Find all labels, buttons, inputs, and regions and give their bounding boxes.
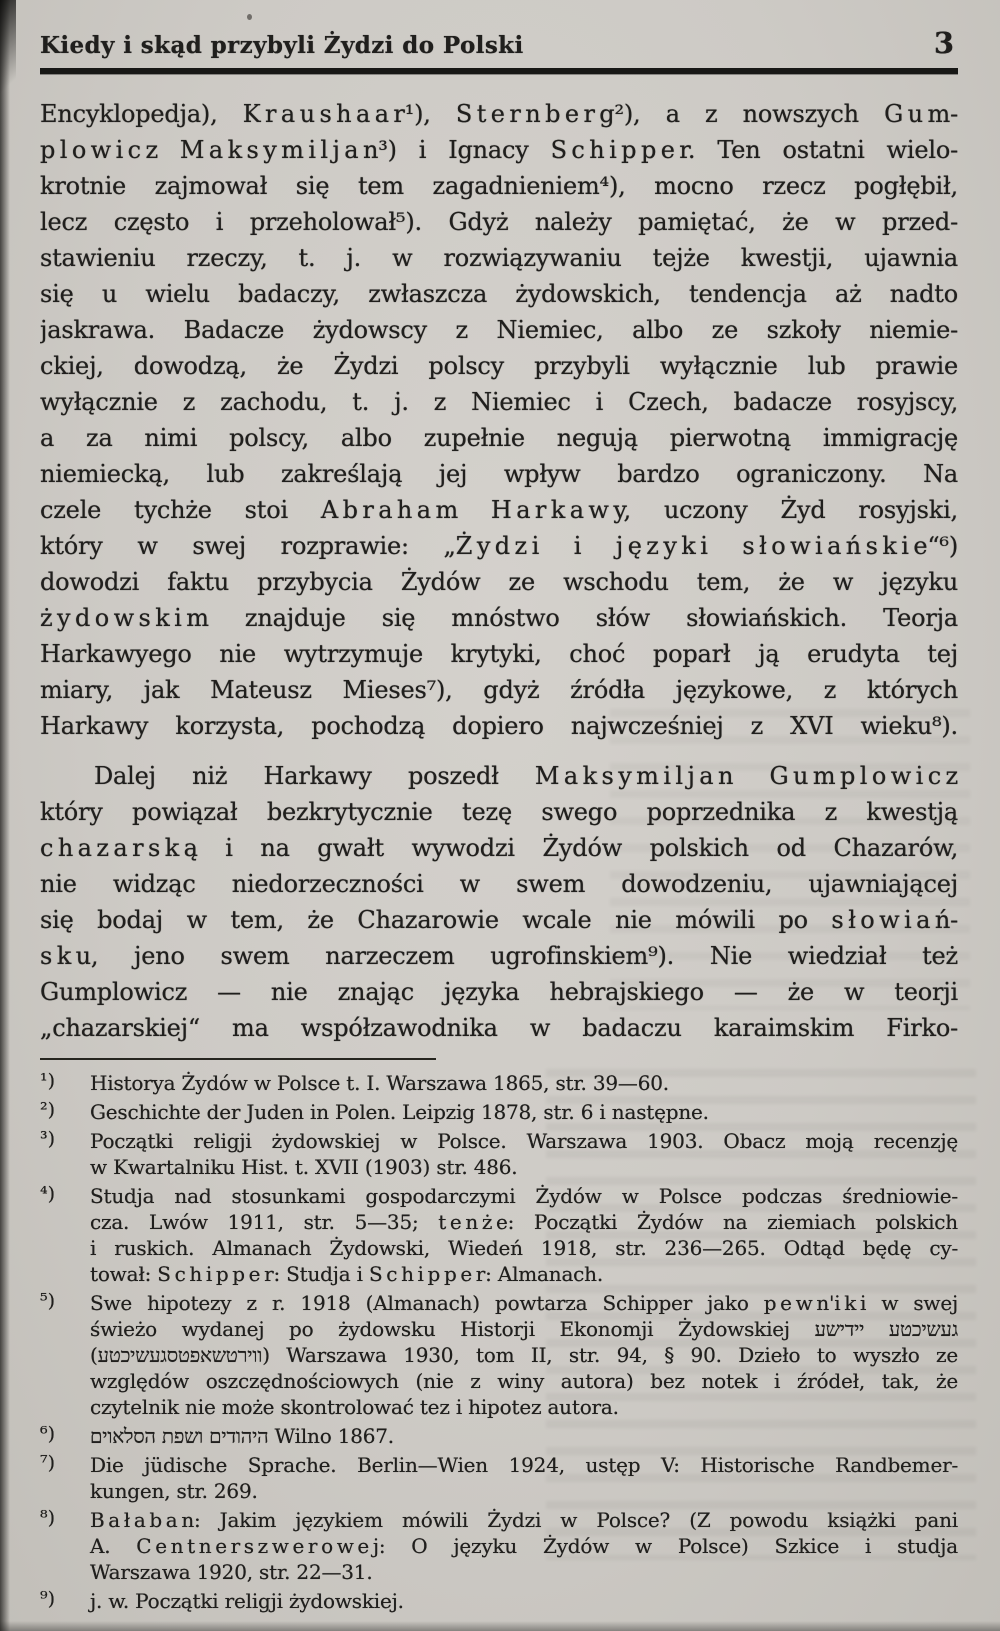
- text-line: czele tychże stoi A b r a h a m H a r k a w y, uczony Żyd rosyjski,: [40, 496, 958, 524]
- footnote-text: [90, 1183, 958, 1287]
- text-line: ż y d o w s k i m znajduje się mnóstwo słów słowiańskich. Teorja: [40, 604, 958, 632]
- footnotes: [40, 1070, 958, 1614]
- footnote-line: היהודים ושפת הסלאוים Wilno 1867.: [90, 1424, 394, 1448]
- footnote-line: Warszawa 1920, str. 22—31.: [90, 1560, 373, 1584]
- footnote: [40, 1099, 958, 1125]
- text-line: ckiej, dowodzą, że Żydzi polscy przybyli wyłącznie lub prawie: [40, 352, 958, 380]
- footnote-marker: ²): [40, 1099, 56, 1121]
- paragraph: [40, 758, 958, 1046]
- text-line: Harkawyego nie wytrzymuje krytyki, choć poparł ją erudyta tej: [40, 640, 958, 668]
- footnote: [40, 1423, 958, 1449]
- scan-speck: [247, 14, 252, 20]
- paragraph: [40, 96, 958, 744]
- text-line: dowodzi faktu przybycia Żydów ze wschodu tem, że w języku: [40, 568, 958, 596]
- text-line: nie widząc niedorzeczności w swem dowodzeniu, ujawniającej: [40, 870, 958, 898]
- running-head: [40, 26, 958, 60]
- footnote-text: [90, 1290, 958, 1420]
- text-line: „chazarskiej“ ma współzawodnika w badaczu karaimskim Firko-: [40, 1014, 958, 1042]
- text-line: Dalej niż Harkawy poszedł M a k s y m i l j a n G u m p l o w i c z: [94, 762, 958, 790]
- text-line: który powiązał bezkrytycznie tezę swego poprzednika z kwestją: [40, 798, 958, 826]
- footnote-marker: ³): [40, 1128, 56, 1150]
- text-line: który w swej rozprawie: „Ż y d z i i j ę z y k i s ł o w i a ń s k i e“⁶): [40, 532, 958, 560]
- footnote-marker: ⁷): [40, 1452, 56, 1474]
- text-line: s k u, jeno swem narzeczem ugrofinskiem⁹). Nie wiedział też: [40, 942, 958, 970]
- footnote-line: czytelnik nie może skontrolować tez i hipotez autora.: [90, 1395, 619, 1419]
- footnote-text: [90, 1070, 958, 1096]
- footnote: [40, 1452, 958, 1504]
- footnote-line: Die jüdische Sprache. Berlin—Wien 1924, ustęp V: Historische Randbemer-: [90, 1453, 958, 1477]
- footnote-line: j. w. Początki religji żydowskiej.: [90, 1589, 404, 1613]
- footnote: [40, 1588, 958, 1614]
- footnote-separator: [40, 1058, 436, 1060]
- footnote-text: [90, 1452, 958, 1504]
- footnote-text: [90, 1099, 958, 1125]
- text-line: niemiecką, lub zakreślają jej wpływ bardzo ograniczony. Na: [40, 460, 958, 488]
- footnote: [40, 1070, 958, 1096]
- footnote-marker: ⁵): [40, 1290, 56, 1312]
- footnote-line: Początki religji żydowskiej w Polsce. Warszawa 1903. Obacz moją recenzję: [90, 1129, 958, 1153]
- footnote-text: [90, 1128, 958, 1180]
- footnote: [40, 1290, 958, 1420]
- footnote-marker: ⁸): [40, 1507, 56, 1529]
- footnote-line: Swe hipotezy z r. 1918 (Almanach) powtarza Schipper jako p e w n'i k i w swej: [90, 1291, 958, 1315]
- text-line: miary, jak Mateusz Mieses⁷), gdyż źródła językowe, z których: [40, 676, 958, 704]
- footnote-line: (ווירטשאפטסגעשיכטע) Warszawa 1930, tom II, str. 94, § 90. Dzieło to wyszło ze: [90, 1343, 958, 1367]
- footnote-line: B a ł a b a n: Jakim językiem mówili Żydzi w Polsce? (Z powodu książki pani: [90, 1508, 958, 1532]
- text-line: się u wielu badaczy, zwłaszcza żydowskich, tendencja aż nadto: [40, 280, 958, 308]
- text-line: się bodaj w tem, że Chazarowie wcale nie mówili po s ł o w i a ń-: [40, 906, 958, 934]
- footnote-line: i ruskich. Almanach Żydowski, Wiedeń 1918, str. 236—265. Odtąd będę cy-: [90, 1236, 958, 1260]
- footnote-text: [90, 1507, 958, 1585]
- footnote-line: względów oszczędnościowych (nie z winy autora) bez notek i źródeł, tak, że: [90, 1369, 958, 1393]
- text-line: jaskrawa. Badacze żydowscy z Niemiec, albo ze szkoły niemie-: [40, 316, 958, 344]
- text-line: wyłącznie z zachodu, t. j. z Niemiec i Czech, badacze rosyjscy,: [40, 388, 958, 416]
- text-line: Gumplowicz — nie znając języka hebrajskiego — że w teorji: [40, 978, 958, 1006]
- footnote-text: [90, 1423, 958, 1449]
- footnote-line: Studja nad stosunkami gospodarczymi Żydów w Polsce podczas średniowie-: [90, 1184, 958, 1208]
- body-text: [40, 96, 958, 1046]
- text-line: p l o w i c z M a k s y m i l j a n³) i Ignacy S c h i p p e r. Ten ostatni wielo-: [40, 136, 958, 164]
- footnote-line: świeżo wydanej po żydowsku Historji Ekonomji Żydowskiej געשיכטע יידישע: [90, 1317, 958, 1341]
- footnote: [40, 1183, 958, 1287]
- text-line: krotnie zajmował się tem zagadnieniem⁴), mocno rzecz pogłębił,: [40, 172, 958, 200]
- text-line: a za nimi polscy, albo zupełnie negują pierwotną immigrację: [40, 424, 958, 452]
- scan-bottom-shadow: [0, 1621, 1000, 1631]
- header-rule: [40, 68, 958, 74]
- text-line: Harkawy korzysta, pochodzą dopiero najwcześniej z XVI wieku⁸).: [40, 712, 958, 740]
- footnote-marker: ⁶): [40, 1423, 56, 1445]
- page-number: 3: [933, 26, 954, 60]
- footnote-line: cza. Lwów 1911, str. 5—35; t e n ż e: Początki Żydów na ziemiach polskich: [90, 1210, 958, 1234]
- footnote: [40, 1128, 958, 1180]
- footnote: [40, 1507, 958, 1585]
- running-head-title: Kiedy i skąd przybyli Żydzi do Polski: [40, 32, 524, 59]
- footnote-line: w Kwartalniku Hist. t. XVII (1903) str. 486.: [90, 1155, 518, 1179]
- text-line: c h a z a r s k ą i na gwałt wywodzi Żydów polskich od Chazarów,: [40, 834, 958, 862]
- text-line: lecz często i przeholował⁵). Gdyż należy pamiętać, że w przed-: [40, 208, 958, 236]
- footnote-line: tował: S c h i p p e r: Studja i S c h i p p e r: Almanach.: [90, 1262, 604, 1286]
- text-line: stawieniu rzeczy, t. j. w rozwiązywaniu tejże kwestji, ujawnia: [40, 244, 958, 272]
- text-line: Encyklopedja), K r a u s h a a r¹), S t e r n b e r g²), a z nowszych G u m-: [40, 100, 958, 128]
- footnote-line: Historya Żydów w Polsce t. I. Warszawa 1865, str. 39—60.: [90, 1071, 669, 1095]
- footnote-line: A. C e n t n e r s z w e r o w e j: O języku Żydów w Polsce) Szkice i studja: [90, 1534, 958, 1558]
- footnote-text: [90, 1588, 958, 1614]
- footnote-line: kungen, str. 269.: [90, 1479, 258, 1503]
- footnote-line: Geschichte der Juden in Polen. Leipzig 1878, str. 6 i następne.: [90, 1100, 709, 1124]
- scan-corner-shadow: [0, 0, 16, 130]
- scan-gutter-shadow: [0, 0, 10, 1631]
- footnote-marker: ⁹): [40, 1588, 56, 1610]
- footnote-marker: ¹): [40, 1070, 56, 1092]
- footnote-marker: ⁴): [40, 1183, 56, 1205]
